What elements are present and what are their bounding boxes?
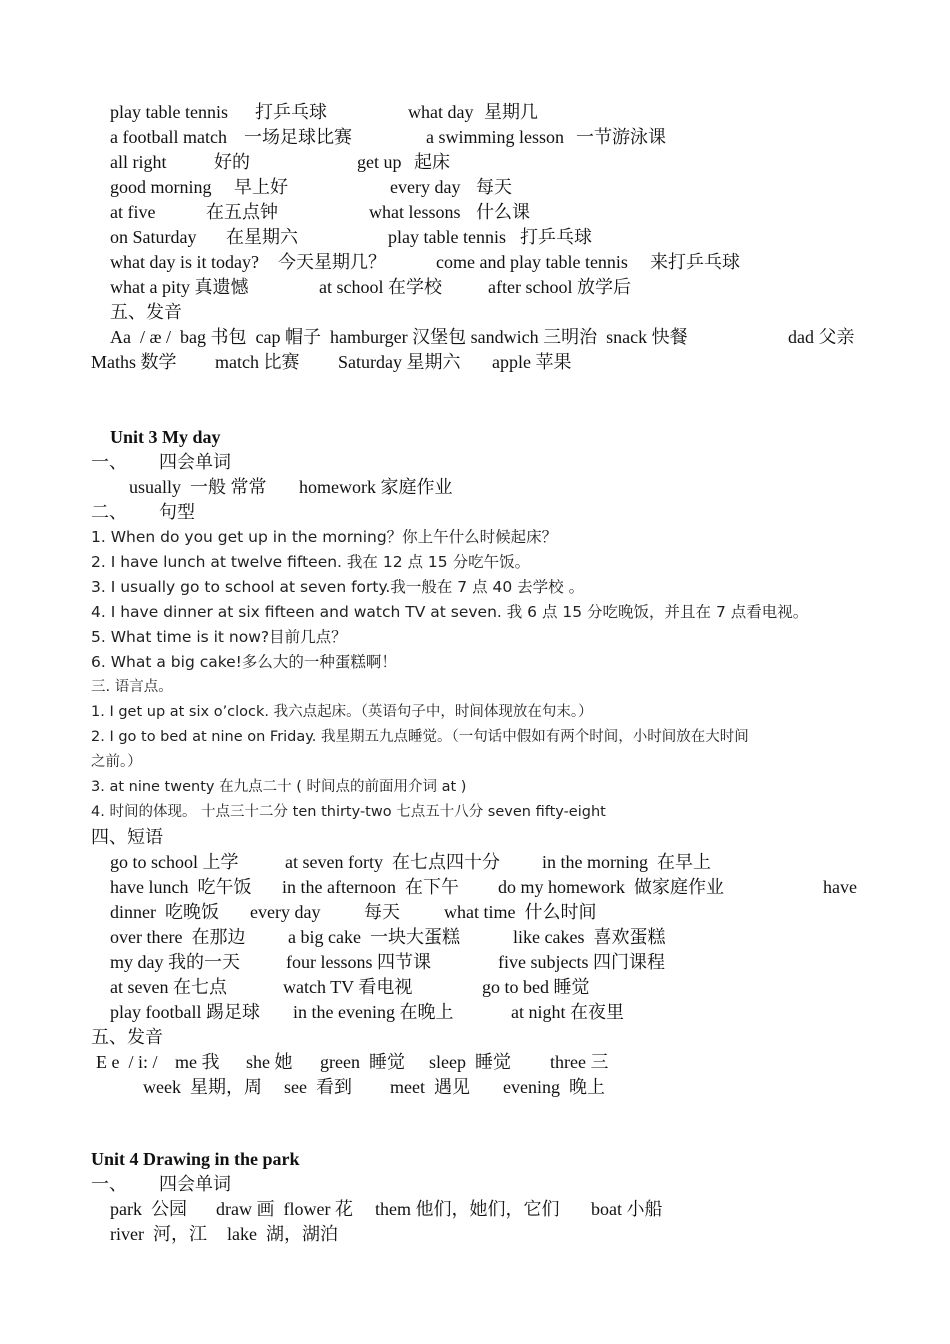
phrase-row: what a pity 真遗憾 at school 在学校 after school 放学后 — [110, 277, 631, 297]
phrase-row: a football match 一场足球比赛 a swimming lesson 一节游泳课 — [110, 127, 666, 147]
phrase-row: on Saturday 在星期六 play table tennis 打乒乓球 — [110, 227, 592, 247]
phrase-row: go to school 上学 at seven forty 在七点四十分 in the morning 在早上 — [110, 852, 711, 872]
pronunciation-line: week 星期，周 see 看到 meet 遇见 evening 晚上 — [143, 1077, 605, 1097]
phrase-row: at seven 在七点 watch TV 看电视 go to bed 睡觉 — [110, 977, 590, 997]
sentence: 1. When do you get up in the morning？你上午什么时候起床？ — [91, 528, 558, 546]
phrase-row: at five 在五点钟 what lessons 什么课 — [110, 202, 530, 222]
unit-title: Unit 3 My day — [110, 427, 221, 447]
section-heading: 一、 四会单词 — [91, 452, 231, 472]
sentence: 6. What a big cake!多么大的一种蛋糕啊！ — [91, 653, 397, 671]
section-heading: 二、 句型 — [91, 502, 195, 522]
pronunciation-line: Aa / æ / bag 书包 cap 帽子 hamburger 汉堡包 sandwich 三明治 snack 快餐 dad 父亲 — [110, 327, 855, 347]
section-heading: 五、发音 — [91, 1027, 163, 1047]
phrase-row: what day is it today? 今天星期几？ come and play table tennis 来打乒乓球 — [110, 252, 740, 272]
word-list: usually 一般 常常 homework 家庭作业 — [129, 477, 453, 497]
language-point: 4. 时间的体现。 十点三十二分 ten thirty-two 七点五十八分 seven fifty-eight — [91, 804, 606, 820]
section-heading: 三. 语言点。 — [91, 679, 173, 695]
unit-title: Unit 4 Drawing in the park — [91, 1149, 300, 1169]
phrase-row: play football 踢足球 in the evening 在晚上 at night 在夜里 — [110, 1002, 624, 1022]
sentence: 3. I usually go to school at seven forty.我一般在 7 点 40 去学校 。 — [91, 578, 585, 596]
sentence: 2. I have lunch at twelve fifteen. 我在 12 点 15 分吃午饭。 — [91, 553, 531, 571]
word-list: park 公园 draw 画 flower 花 them 他们，她们，它们 boat 小船 — [110, 1199, 663, 1219]
language-point: 2. I go to bed at nine on Friday. 我星期五九点睡觉。（一句话中假如有两个时间，小时间放在大时间 — [91, 729, 749, 745]
section-heading: 五、发音 — [110, 302, 182, 322]
section-heading: 一、 四会单词 — [91, 1174, 231, 1194]
sentence: 5. What time is it now?目前几点？ — [91, 628, 347, 646]
pronunciation-line: Maths 数学 match 比赛 Saturday 星期六 apple 苹果 — [91, 352, 572, 372]
phrase-row: over there 在那边 a big cake 一块大蛋糕 like cakes 喜欢蛋糕 — [110, 927, 666, 947]
phrase-row: good morning 早上好 every day 每天 — [110, 177, 512, 197]
phrase-row: my day 我的一天 four lessons 四节课 five subjects 四门课程 — [110, 952, 665, 972]
phrase-row: play table tennis 打乒乓球 what day 星期几 — [110, 102, 538, 122]
section-heading: 四、短语 — [91, 827, 163, 847]
phrase-row: all right 好的 get up 起床 — [110, 152, 450, 172]
language-point: 之前。） — [91, 754, 142, 770]
language-point: 3. at nine twenty 在九点二十 ( 时间点的前面用介词 at ) — [91, 779, 467, 795]
phrase-row: have lunch 吃午饭 in the afternoon 在下午 do my homework 做家庭作业 have — [110, 877, 857, 897]
pronunciation-line: E e / i: / me 我 she 她 green 睡觉 sleep 睡觉 three 三 — [96, 1052, 609, 1072]
word-list: river 河，江 lake 湖，湖泊 — [110, 1224, 338, 1244]
language-point: 1. I get up at six o’clock. 我六点起床。（英语句子中，时间体现放在句末。） — [91, 704, 593, 720]
sentence: 4. I have dinner at six fifteen and watch TV at seven. 我 6 点 15 分吃晚饭，并且在 7 点看电视。 — [91, 603, 809, 621]
phrase-row: dinner 吃晚饭 every day 每天 what time 什么时间 — [110, 902, 597, 922]
